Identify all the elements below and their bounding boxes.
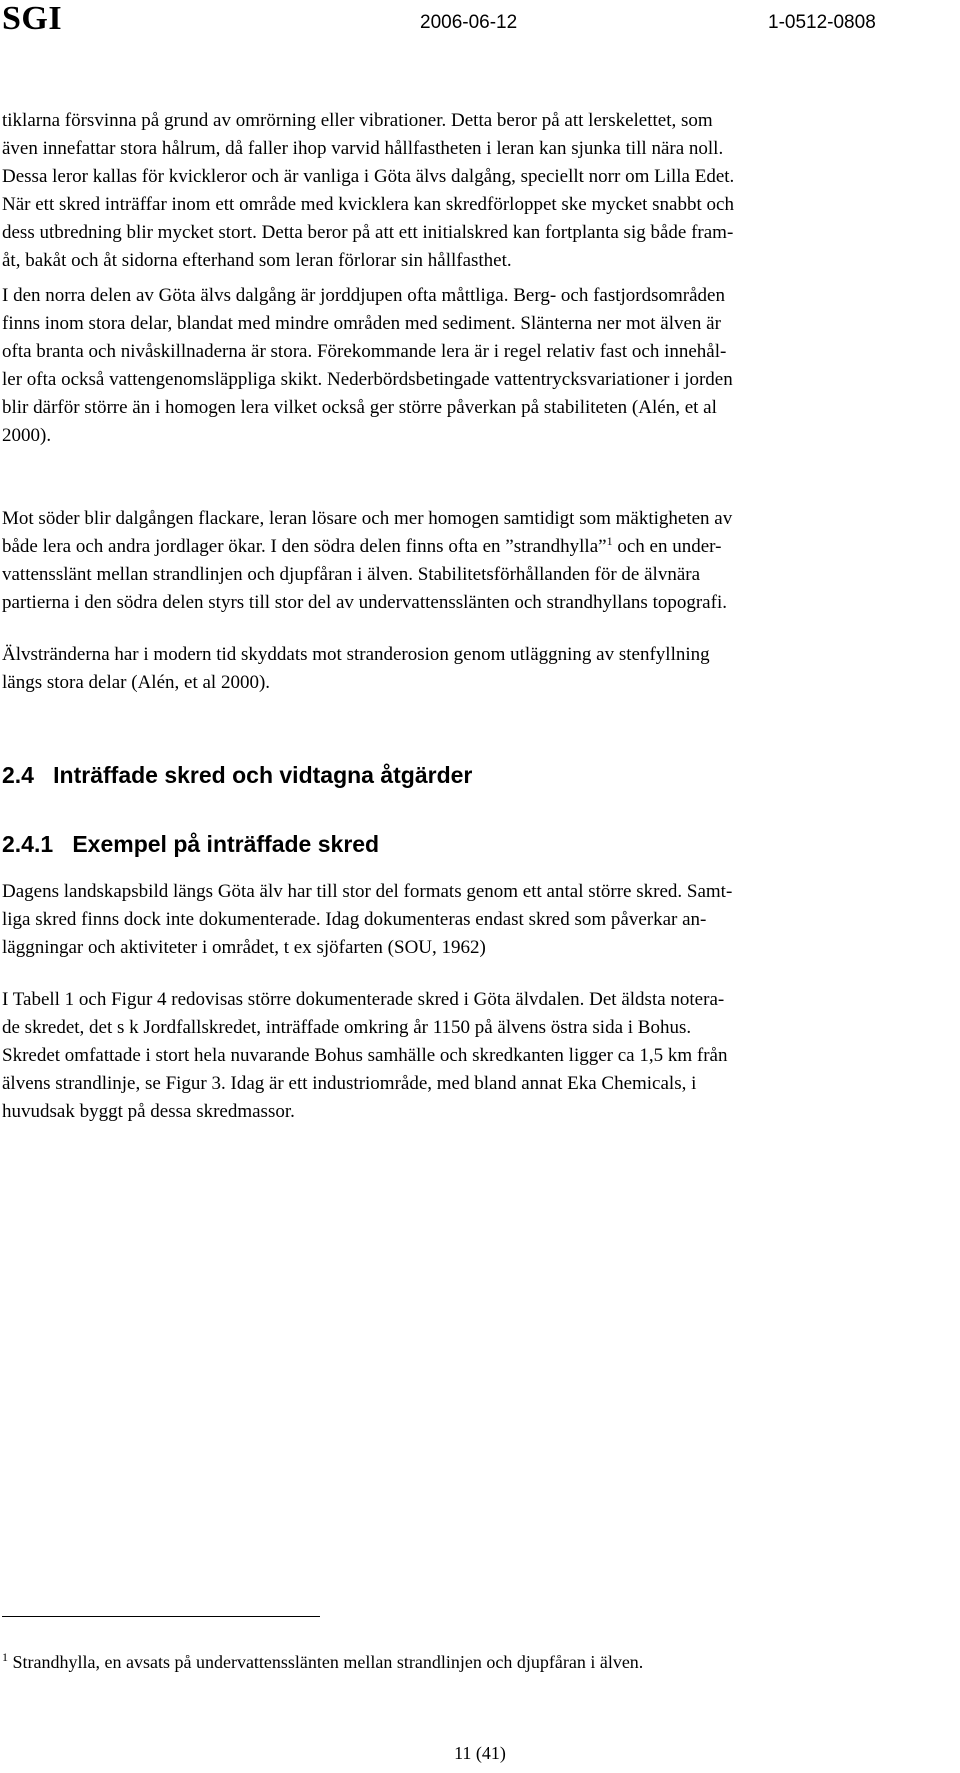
text-line: älvens strandlinje, se Figur 3. Idag är ett industriområde, med bland annat Eka Chemicals, i: [2, 1073, 697, 1095]
text-line: åt, bakåt och åt sidorna efterhand som leran förlorar sin hållfasthet.: [2, 250, 512, 272]
text-line: Dessa leror kallas för kvickleror och är vanliga i Göta älvs dalgång, speciellt norr om Lilla Edet.: [2, 166, 735, 188]
section-number: 2.4: [2, 762, 34, 788]
text-line: ofta branta och nivåskillnaderna är stora. Förekommande lera är i regel relativ fast och innehål-: [2, 341, 727, 363]
subsection-number: 2.4.1: [2, 831, 54, 857]
text-line: ler ofta också vattengenomsläppliga skikt. Nederbördsbetingade vattentrycksvariationer i jorden: [2, 369, 733, 391]
text-line: vattensslänt mellan strandlinjen och djupfåran i älven. Stabilitetsförhållanden för de älvnära: [2, 564, 701, 586]
subsection-title: Exempel på inträffade skred: [72, 831, 380, 857]
text-line: tiklarna försvinna på grund av omrörning eller vibrationer. Detta beror på att lerskelettet, som: [2, 110, 713, 131]
paragraph-alvstranderna: [2, 641, 942, 697]
text-line: längs stora delar (Alén, et al 2000).: [2, 672, 271, 694]
page-header: [0, 0, 960, 46]
text-line: Dagens landskapsbild längs Göta älv har till stor del formats genom ett antal större skred. Samt-: [2, 881, 733, 902]
text-line: När ett skred inträffar inom ett område med kvicklera kan skredförloppet ske mycket snabbt och: [2, 194, 734, 216]
sgi-logo: SGI: [2, 0, 63, 37]
header-date: 2006-06-12: [420, 12, 518, 33]
section-title: Inträffade skred och vidtagna åtgärder: [53, 762, 473, 788]
paragraph-landskapsbild: [2, 878, 942, 962]
text-line: även innefattar stora hålrum, då faller ihop varvid hållfastheten i leran kan sjunka till nära noll.: [2, 138, 724, 160]
section-heading: [2, 762, 472, 789]
text-line: huvudsak byggt på dessa skredmassor.: [2, 1101, 295, 1123]
text-line: Mot söder blir dalgången flackare, leran lösare och mer homogen samtidigt som mäktigheten av: [2, 508, 733, 529]
paragraph-norra-delen: [2, 282, 942, 451]
text-line: Älvstränderna har i modern tid skyddats mot stranderosion genom utläggning av stenfyllning: [2, 644, 710, 665]
text-line: 2000).: [2, 425, 52, 447]
footnote: [2, 1650, 643, 1674]
text-line: liga skred finns dock inte dokumenterade. Idag dokumenteras endast skred som påverkar an-: [2, 909, 707, 931]
paragraph-soder: [2, 505, 942, 617]
text-line: dess utbredning blir mycket stort. Detta beror på att ett initialskred kan fortplanta sig både fram-: [2, 222, 734, 244]
text-line: partierna i den södra delen styrs till stor del av undervattensslänten och strandhyllans topografi.: [2, 592, 727, 614]
text-line: I den norra delen av Göta älvs dalgång är jorddjupen ofta måttliga. Berg- och fastjordsområden: [2, 285, 725, 306]
subsection-heading: [2, 831, 379, 858]
text-line: de skredet, det s k Jordfallskredet, inträffade omkring år 1150 på älvens östra sida i Bohus.: [2, 1017, 692, 1039]
header-doc-number: 1-0512-0808: [768, 12, 876, 33]
text-line: finns inom stora delar, blandat med mindre områden med sediment. Slänterna ner mot älven är: [2, 313, 721, 335]
text-line: läggningar och aktiviteter i området, t ex sjöfarten (SOU, 1962): [2, 937, 486, 959]
text-line: I Tabell 1 och Figur 4 redovisas större dokumenterade skred i Göta älvdalen. Det äldsta notera-: [2, 989, 725, 1010]
text-fragment: både lera och andra jordlager ökar. I den södra delen finns ofta en ”strandhylla”: [2, 536, 607, 558]
page-number: 11 (41): [454, 1743, 506, 1763]
footnote-marker: 1: [2, 1650, 8, 1664]
footnote-text: Strandhylla, en avsats på undervattensslänten mellan strandlinjen och djupfåran i älven.: [12, 1652, 644, 1672]
text-line: Skredet omfattade i stort hela nuvarande Bohus samhälle och skredkanten ligger ca 1,5 km från: [2, 1045, 728, 1067]
footnote-divider: [2, 1616, 320, 1617]
text-fragment: och en under-: [612, 536, 722, 558]
paragraph-tabell-figur: [2, 986, 942, 1126]
text-line: [2, 533, 942, 561]
text-line: blir därför större än i homogen lera vilket också ger större påverkan på stabiliteten (Alén, et al: [2, 397, 717, 419]
paragraph-kvicklera: [2, 107, 942, 276]
footnote-reference: 1: [606, 534, 613, 549]
